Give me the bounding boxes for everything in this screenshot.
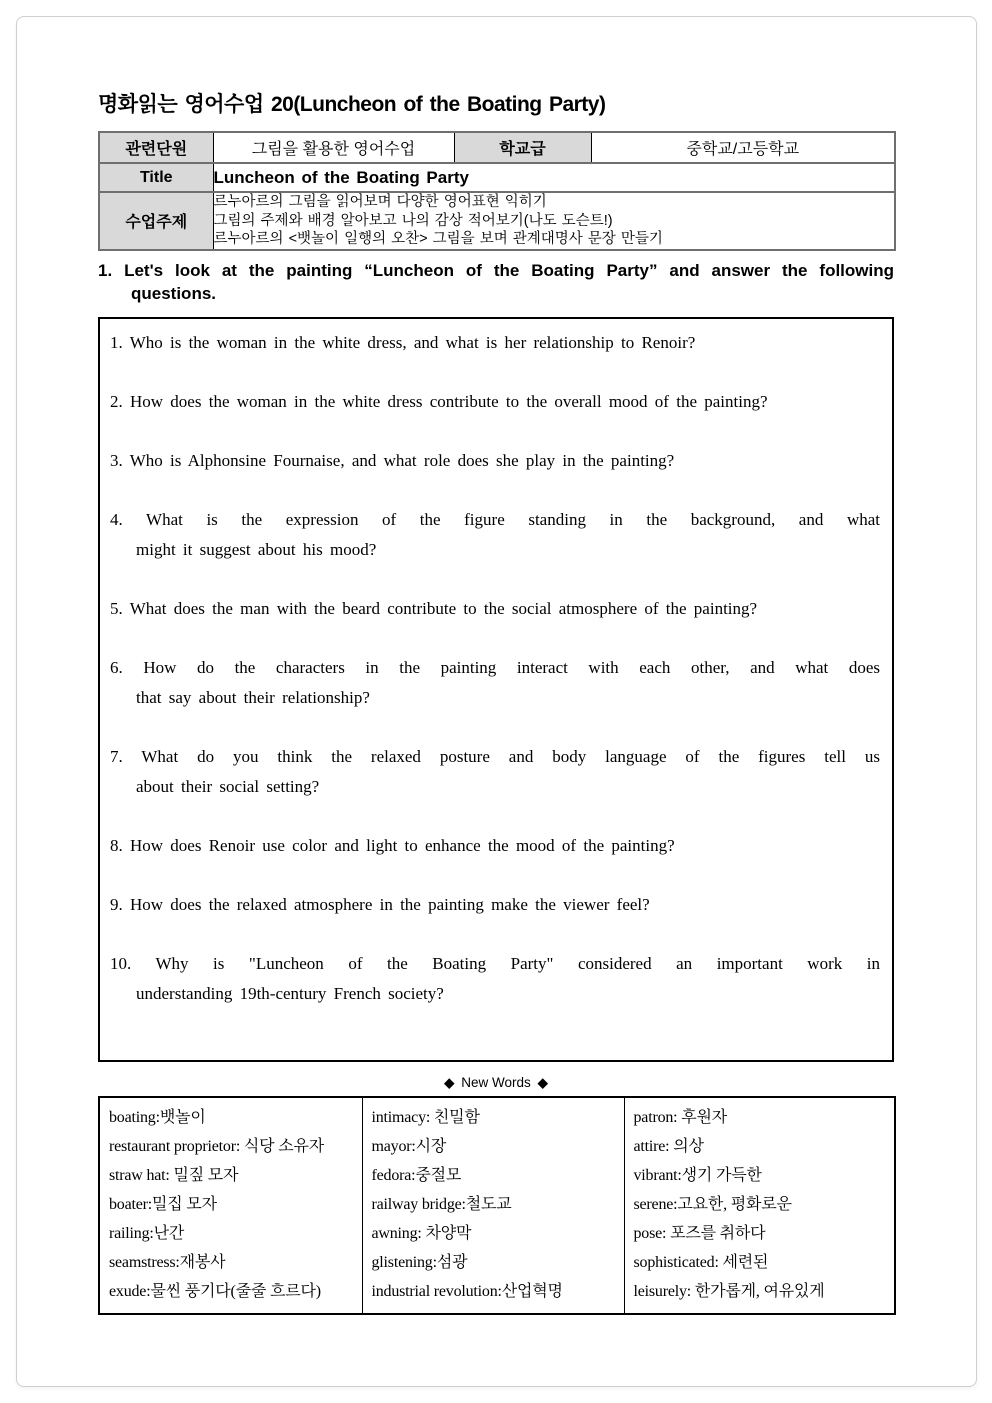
lesson-topic-label: 수업주제	[99, 192, 213, 250]
question-item	[110, 831, 880, 861]
lesson-info-table	[98, 131, 896, 251]
new-words-column-2	[362, 1097, 624, 1314]
question-item	[110, 653, 880, 713]
question-item	[110, 890, 880, 920]
vocab-entry: attire: 의상	[633, 1137, 704, 1155]
question-line: 6. How do the characters in the painting interact with each other, and what does	[110, 657, 880, 677]
page-title: 명화읽는 영어수업 20(Luncheon of the Boating Party)	[98, 93, 606, 116]
new-words-column-1	[99, 1097, 362, 1314]
new-words-table	[98, 1096, 896, 1315]
question-line: might it suggest about his mood?	[136, 539, 377, 559]
vocab-entry: glistening:섬광	[371, 1253, 468, 1271]
vocab-entry: fedora:중절모	[371, 1166, 462, 1184]
question-line: 5. What does the man with the beard contribute to the social atmosphere of the painting?	[110, 598, 758, 618]
school-level-label: 학교급	[454, 132, 591, 163]
vocab-entry: seamstress:재봉사	[109, 1253, 226, 1271]
question-line: 1. Who is the woman in the white dress, and what is her relationship to Renoir?	[110, 332, 696, 352]
vocab-entry: boater:밀집 모자	[109, 1195, 217, 1213]
vocab-entry: leisurely: 한가롭게, 여유있게	[633, 1282, 825, 1300]
section1-heading-line: questions.	[131, 283, 217, 303]
diamond-icon: ◆	[444, 1074, 455, 1090]
vocab-entry: straw hat: 밀짚 모자	[109, 1166, 239, 1184]
new-words-column-3	[624, 1097, 895, 1314]
question-line: 3. Who is Alphonsine Fournaise, and what role does she play in the painting?	[110, 450, 675, 470]
vocab-entry: pose: 포즈를 취하다	[633, 1224, 766, 1242]
question-line: 9. How does the relaxed atmosphere in the painting make the viewer feel?	[110, 894, 650, 914]
table-row	[99, 132, 895, 163]
question-line: understanding 19th-century French society?	[136, 983, 444, 1003]
vocab-entry: railway bridge:철도교	[371, 1195, 512, 1213]
question-line: 7. What do you think the relaxed posture and body language of the figures tell us	[110, 746, 880, 766]
question-line: 4. What is the expression of the figure standing in the background, and what	[110, 509, 880, 529]
question-line: 2. How does the woman in the white dress contribute to the overall mood of the painting?	[110, 391, 768, 411]
question-item	[110, 328, 880, 358]
vocab-entry: serene:고요한, 평화로운	[633, 1195, 792, 1213]
lesson-topic-line: 르누아르의 <뱃놀이 일행의 오찬> 그림을 보며 관계대명사 문장 만들기	[213, 231, 663, 247]
vocab-entry: boating:뱃놀이	[109, 1108, 206, 1126]
lesson-topic-value	[213, 192, 895, 250]
question-item	[110, 949, 880, 1009]
school-level-value: 중학교/고등학교	[591, 132, 895, 163]
new-words-title: New Words	[461, 1074, 531, 1090]
vocab-entry: restaurant proprietor: 식당 소유자	[109, 1137, 324, 1155]
question-item	[110, 742, 880, 802]
questions-box	[98, 317, 894, 1062]
vocab-entry: vibrant:생기 가득한	[633, 1166, 762, 1184]
question-item	[110, 387, 880, 417]
vocab-entry: intimacy: 친밀함	[371, 1108, 480, 1126]
section1-heading	[98, 259, 894, 305]
question-item	[110, 446, 880, 476]
question-line: 8. How does Renoir use color and light to enhance the mood of the painting?	[110, 835, 675, 855]
table-row	[99, 1097, 895, 1314]
lesson-topic-line: 그림의 주제와 배경 알아보고 나의 감상 적어보기(나도 도슨트!)	[213, 212, 613, 229]
vocab-entry: sophisticated: 세련된	[633, 1253, 769, 1271]
title-value: Luncheon of the Boating Party	[213, 163, 895, 192]
question-item	[110, 594, 880, 624]
diamond-icon: ◆	[537, 1074, 548, 1090]
page	[16, 16, 977, 1387]
question-item	[110, 505, 880, 565]
vocab-entry: exude:물씬 풍기다(줄줄 흐르다)	[109, 1282, 321, 1300]
lesson-topic-line: 르누아르의 그림을 읽어보며 다양한 영어표현 익히기	[213, 194, 547, 210]
vocab-entry: awning: 차양막	[371, 1224, 472, 1242]
vocab-entry: industrial revolution:산업혁명	[371, 1282, 563, 1300]
new-words-heading	[98, 1075, 894, 1091]
related-unit-label: 관련단원	[99, 132, 213, 163]
vocab-entry: patron: 후원자	[633, 1108, 727, 1126]
question-line: 10. Why is "Luncheon of the Boating Party" considered an important work in	[110, 953, 880, 973]
question-line: about their social setting?	[136, 776, 320, 796]
vocab-entry: mayor:시장	[371, 1137, 447, 1155]
table-row	[99, 163, 895, 192]
question-line: that say about their relationship?	[136, 687, 370, 707]
page-content	[17, 17, 894, 1315]
table-row	[99, 192, 895, 250]
related-unit-value: 그림을 활용한 영어수업	[213, 132, 454, 163]
vocab-entry: railing:난간	[109, 1224, 185, 1242]
title-label: Title	[99, 163, 213, 192]
section1-heading-line: 1. Let's look at the painting “Luncheon of the Boating Party” and answer the following	[98, 260, 894, 280]
